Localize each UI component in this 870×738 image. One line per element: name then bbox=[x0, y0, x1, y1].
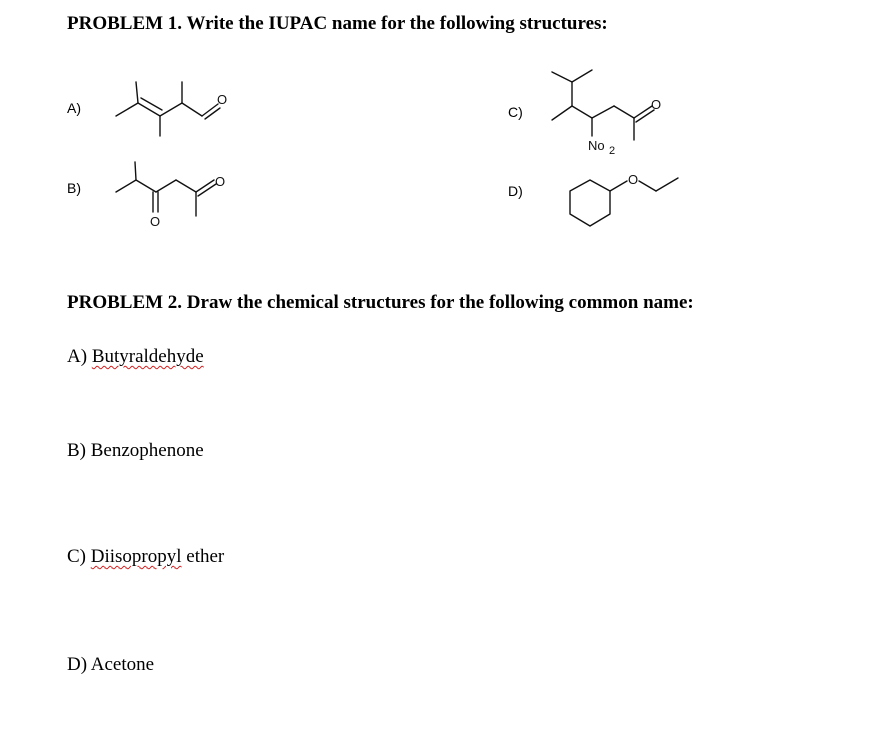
structure-d-drawing bbox=[560, 168, 690, 238]
structure-c-nitro-label: No bbox=[588, 138, 605, 153]
structure-c-oxygen: O bbox=[651, 97, 662, 112]
item-c-prefix: C) bbox=[67, 546, 91, 567]
structure-b-oxygen-ketone: O bbox=[150, 214, 161, 229]
structure-b-drawing bbox=[110, 158, 240, 233]
structure-label-b: B) bbox=[67, 180, 81, 196]
structure-label-a: A) bbox=[67, 100, 81, 116]
structure-c-drawing bbox=[548, 60, 678, 160]
problem2-title: PROBLEM 2. Draw the chemical structures for the following common name: bbox=[67, 292, 694, 313]
item-a-name: Butyraldehyde bbox=[91, 346, 204, 367]
item-c-suffix: ether bbox=[181, 546, 225, 567]
structure-label-c: C) bbox=[508, 104, 523, 120]
item-a-prefix: A) bbox=[67, 346, 92, 367]
item-c-name: Diisopropyl bbox=[90, 546, 182, 567]
problem1-title: PROBLEM 1. Write the IUPAC name for the following structures: bbox=[67, 13, 608, 34]
item-b-prefix: B) Benzophenone bbox=[67, 440, 204, 461]
structure-b-oxygen-aldehyde: O bbox=[215, 174, 226, 189]
structure-d-oxygen: O bbox=[628, 172, 639, 187]
item-d-prefix: D) Acetone bbox=[67, 654, 155, 675]
structure-label-d: D) bbox=[508, 183, 523, 199]
structure-a-oxygen: O bbox=[217, 92, 228, 107]
problem2-item-d bbox=[67, 654, 154, 676]
structure-c-nitro-subscript: 2 bbox=[609, 145, 616, 157]
problem2-item-b bbox=[67, 440, 204, 462]
problem2-item-a bbox=[67, 346, 204, 368]
problem2-item-c bbox=[67, 546, 224, 568]
structure-a-drawing bbox=[110, 70, 240, 140]
